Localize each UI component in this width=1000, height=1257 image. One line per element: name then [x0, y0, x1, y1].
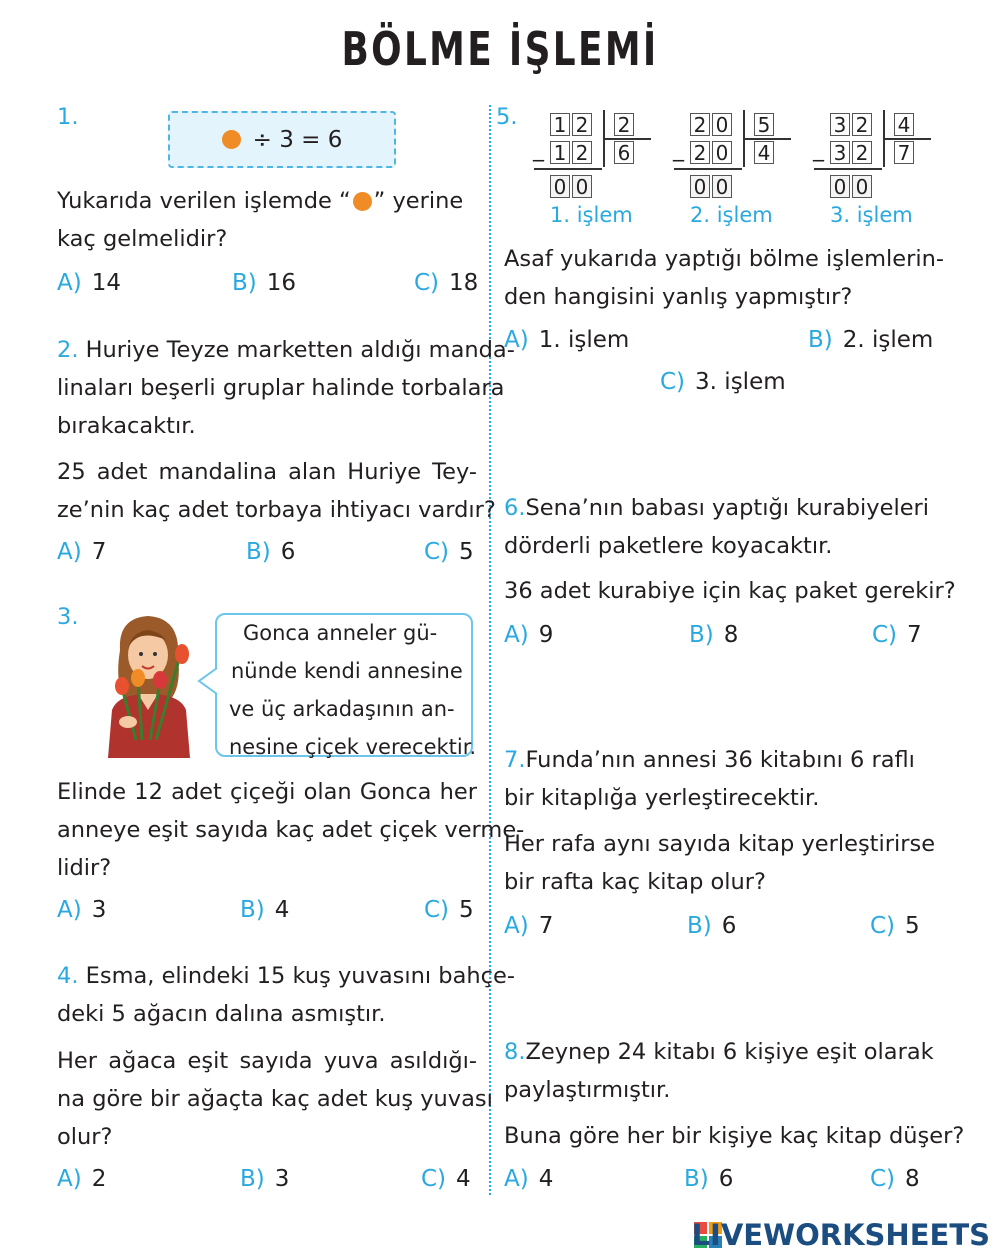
dividend-digit: 0 [712, 113, 732, 136]
q8-text-line-2: paylaştırmıştır. [504, 1077, 671, 1103]
subtraction-line [534, 168, 602, 170]
subtracted-digit: 2 [572, 141, 592, 164]
operation-label: 1. işlem [550, 203, 633, 227]
minus-sign: _ [533, 137, 544, 162]
q8-option-b[interactable]: B) 6 [684, 1166, 734, 1192]
q2-text-line-5: ze’nin kaç adet torbaya ihtiyacı vardır? [57, 497, 496, 523]
subtracted-digit: 0 [712, 141, 732, 164]
q2-number: 2. [57, 337, 79, 363]
remainder-digit: 0 [712, 175, 732, 198]
q5-number: 5. [496, 104, 518, 130]
q4-text-line-3: Her ağaca eşit sayıda yuva asıldığı- [57, 1048, 477, 1074]
quotient-digit: 7 [894, 141, 914, 164]
q1-text-part: Yukarıda verilen işlemde “ [57, 188, 351, 214]
operation-label: 2. işlem [690, 203, 773, 227]
q3-option-c[interactable]: C) 5 [424, 897, 474, 923]
q8-text-line-1: 8.Zeynep 24 kitabı 6 kişiye eşit olarak [504, 1039, 934, 1065]
q7-text-line-4: bir rafta kaç kitap olur? [504, 869, 767, 895]
q5-text-line-2: den hangisini yanlış yapmıştır? [504, 284, 853, 310]
q3-bubble-line-4: nesine çiçek verecektir. [229, 735, 477, 759]
subtraction-line [674, 168, 742, 170]
q2-option-a[interactable]: A) 7 [57, 539, 107, 565]
q4-text-line-1: 4. Esma, elindeki 15 kuş yuvasını bahçe- [57, 963, 515, 989]
girl-with-tulips-illustration [98, 610, 198, 758]
q6-text-line-1: 6.Sena’nın babası yaptığı kurabiyeleri [504, 495, 930, 521]
division-bracket-horizontal [883, 138, 931, 140]
q3-bubble-line-1: Gonca anneler gü- [243, 621, 438, 645]
q3-text-line-2: anneye eşit sayıda kaç adet çiçek verme- [57, 817, 525, 843]
q1-option-a[interactable]: A) 14 [57, 270, 121, 296]
divisor-digit: 4 [894, 113, 914, 136]
q4-text-line-5: olur? [57, 1124, 113, 1150]
q6-number: 6. [504, 495, 526, 521]
q1-text-line-2: kaç gelmelidir? [57, 226, 228, 252]
subtraction-line [814, 168, 882, 170]
page-title: BÖLME İŞLEMİ [341, 22, 659, 76]
liveworksheets-logo-text: LIVEWORKSHEETS [691, 1218, 990, 1252]
q3-option-a[interactable]: A) 3 [57, 897, 107, 923]
q5-option-b[interactable]: B) 2. işlem [808, 327, 934, 353]
q4-option-b[interactable]: B) 3 [240, 1166, 290, 1192]
remainder-digit: 0 [572, 175, 592, 198]
q4-number: 4. [57, 963, 79, 989]
quotient-digit: 4 [754, 141, 774, 164]
q6-text-line-3: 36 adet kurabiye için kaç paket gerekir? [504, 578, 956, 604]
divisor-digit: 2 [614, 113, 634, 136]
q7-text-line-1: 7.Funda’nın annesi 36 kitabını 6 raflı [504, 747, 915, 773]
q7-option-b[interactable]: B) 6 [687, 913, 737, 939]
q8-option-c[interactable]: C) 8 [870, 1166, 920, 1192]
q4-option-a[interactable]: A) 2 [57, 1166, 107, 1192]
minus-sign: _ [673, 137, 684, 162]
dividend-digit: 1 [550, 113, 570, 136]
q7-option-c[interactable]: C) 5 [870, 913, 920, 939]
q2-text-line-1: 2. Huriye Teyze marketten aldığı manda- [57, 337, 515, 363]
q6-text-line-2: dörderli paketlere koyacaktır. [504, 533, 833, 559]
q2-text-line-2: linaları beşerli gruplar halinde torbalara [57, 375, 505, 401]
dividend-digit: 2 [572, 113, 592, 136]
q7-option-a[interactable]: A) 7 [504, 913, 554, 939]
q1-number: 1. [57, 104, 79, 130]
q8-text-line-3: Buna göre her bir kişiye kaç kitap düşer? [504, 1123, 965, 1149]
quotient-digit: 6 [614, 141, 634, 164]
q7-text-line-3: Her rafa aynı sayıda kitap yerleştirirse [504, 831, 936, 857]
column-divider [489, 105, 491, 1195]
remainder-digit: 0 [550, 175, 570, 198]
subtracted-digit: 2 [690, 141, 710, 164]
q1-equation: ÷ 3 = 6 [252, 126, 343, 153]
q3-option-b[interactable]: B) 4 [240, 897, 290, 923]
q6-option-c[interactable]: C) 7 [872, 622, 922, 648]
q2-option-c[interactable]: C) 5 [424, 539, 474, 565]
subtracted-digit: 2 [852, 141, 872, 164]
q3-bubble-line-3: ve üç arkadaşının an- [229, 697, 455, 721]
q2-text-line-3: bırakacaktır. [57, 413, 196, 439]
q3-text-line-1: Elinde 12 adet çiçeği olan Gonca her [57, 779, 477, 805]
q7-number: 7. [504, 747, 526, 773]
q4-option-c[interactable]: C) 4 [421, 1166, 471, 1192]
q8-number: 8. [504, 1039, 526, 1065]
q1-option-b[interactable]: B) 16 [232, 270, 297, 296]
q1-text-part: ” yerine [373, 188, 464, 214]
divisor-digit: 5 [754, 113, 774, 136]
q5-division-operations [0, 0, 1000, 240]
q3-bubble-line-2: nünde kendi annesine [231, 659, 463, 683]
q2-option-b[interactable]: B) 6 [246, 539, 296, 565]
division-bracket-horizontal [603, 138, 651, 140]
q3-number: 3. [57, 604, 79, 630]
minus-sign: _ [813, 137, 824, 162]
subtracted-digit: 3 [830, 141, 850, 164]
subtracted-digit: 1 [550, 141, 570, 164]
q4-text-line-4: na göre bir ağaçta kaç adet kuş yuvası [57, 1086, 493, 1112]
q3-text-line-3: lidir? [57, 855, 112, 881]
q2-text-line-4: 25 adet mandalina alan Huriye Tey- [57, 459, 477, 485]
dividend-digit: 2 [690, 113, 710, 136]
remainder-digit: 0 [830, 175, 850, 198]
bubble-tail [197, 666, 219, 696]
q5-text-line-1: Asaf yukarıda yaptığı bölme işlemlerin- [504, 246, 945, 272]
q1-option-c[interactable]: C) 18 [414, 270, 479, 296]
dividend-digit: 2 [852, 113, 872, 136]
division-bracket-horizontal [743, 138, 791, 140]
dividend-digit: 3 [830, 113, 850, 136]
operation-label: 3. işlem [830, 203, 913, 227]
q5-option-a[interactable]: A) 1. işlem [504, 327, 630, 353]
q6-option-a[interactable]: A) 9 [504, 622, 554, 648]
q6-option-b[interactable]: B) 8 [689, 622, 739, 648]
q4-text-line-2: deki 5 ağacın dalına asmıştır. [57, 1001, 386, 1027]
q8-option-a[interactable]: A) 4 [504, 1166, 554, 1192]
q7-text-line-2: bir kitaplığa yerleştirecektir. [504, 785, 820, 811]
remainder-digit: 0 [690, 175, 710, 198]
q5-option-c[interactable]: C) 3. işlem [660, 369, 786, 395]
remainder-digit: 0 [852, 175, 872, 198]
